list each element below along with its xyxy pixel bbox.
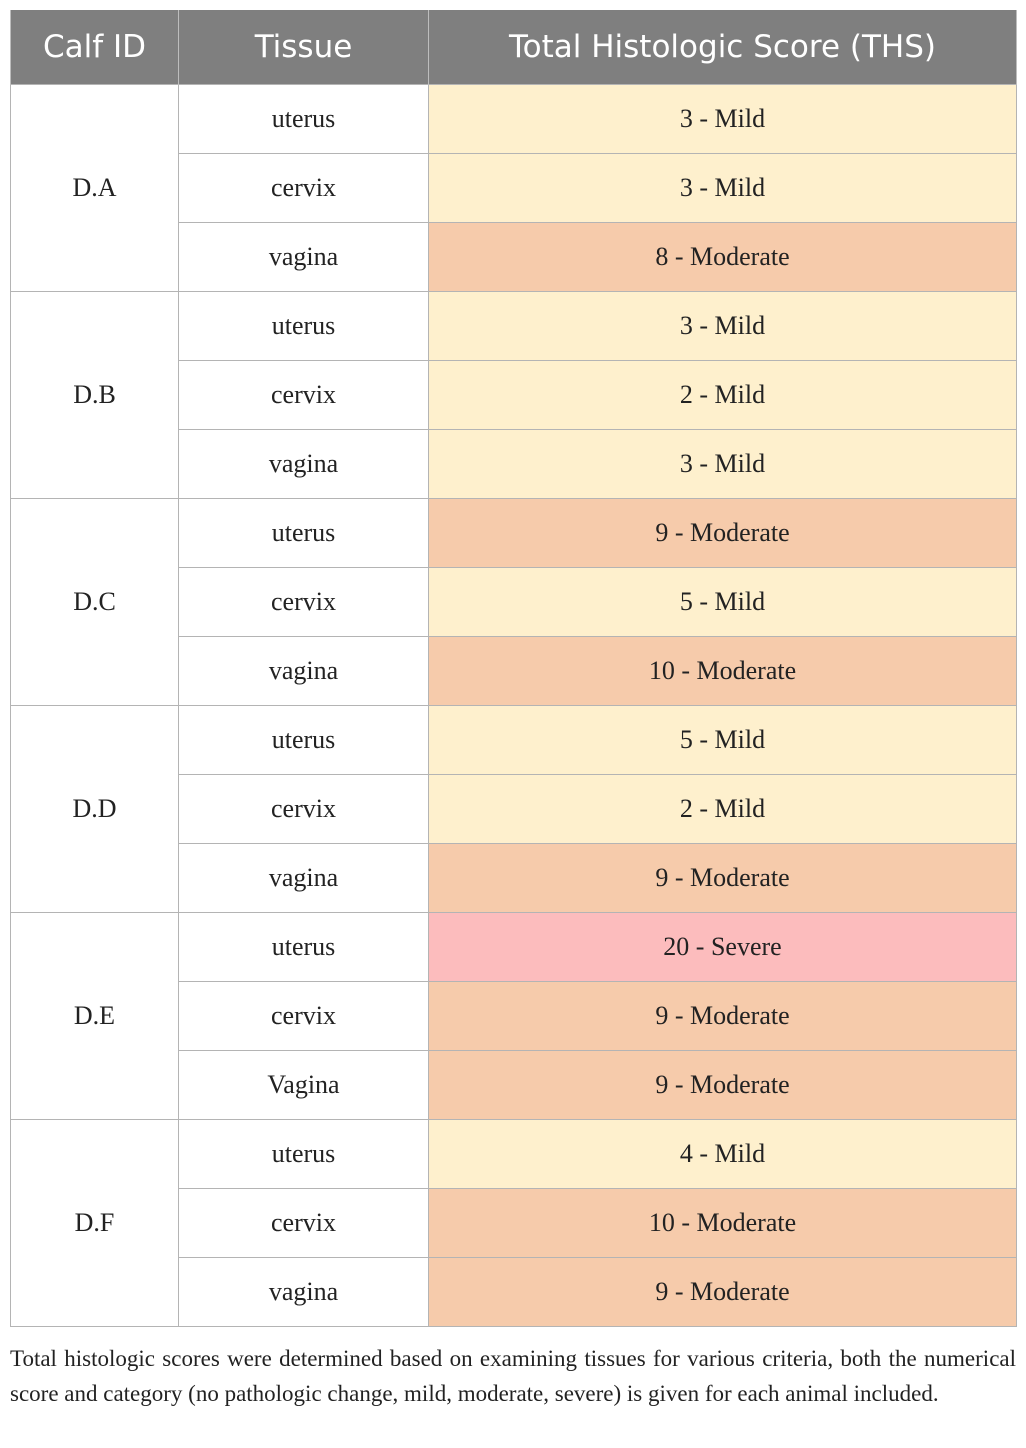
score-cell-moderate: 9 - Moderate [429, 1258, 1017, 1327]
tissue-cell: vagina [179, 1258, 429, 1327]
tissue-cell: vagina [179, 430, 429, 499]
tissue-cell: cervix [179, 1189, 429, 1258]
calf-id-cell: D.F [11, 1120, 179, 1327]
tissue-cell: uterus [179, 913, 429, 982]
calf-id-cell: D.E [11, 913, 179, 1120]
score-cell-mild: 5 - Mild [429, 568, 1017, 637]
tissue-cell: cervix [179, 154, 429, 223]
table-row [11, 1120, 1017, 1189]
table-row [11, 706, 1017, 775]
score-cell-mild: 3 - Mild [429, 85, 1017, 154]
header-ths: Total Histologic Score (THS) [429, 10, 1017, 85]
score-cell-moderate: 9 - Moderate [429, 982, 1017, 1051]
calf-id-cell: D.D [11, 706, 179, 913]
score-cell-mild: 2 - Mild [429, 775, 1017, 844]
tissue-cell: cervix [179, 982, 429, 1051]
score-cell-mild: 4 - Mild [429, 1120, 1017, 1189]
tissue-cell: uterus [179, 499, 429, 568]
tissue-cell: uterus [179, 706, 429, 775]
score-cell-mild: 5 - Mild [429, 706, 1017, 775]
score-cell-mild: 3 - Mild [429, 154, 1017, 223]
table-footnote: Total histologic scores were determined based on examining tissues for various criteria, both the numerical score and category (no pathologic change, mild, moderate, severe) is given for each animal included. [10, 1346, 1016, 1406]
score-cell-moderate: 10 - Moderate [429, 1189, 1017, 1258]
histologic-score-table [10, 10, 1017, 1327]
score-cell-moderate: 9 - Moderate [429, 844, 1017, 913]
tissue-cell: Vagina [179, 1051, 429, 1120]
score-cell-mild: 3 - Mild [429, 430, 1017, 499]
tissue-cell: cervix [179, 361, 429, 430]
score-cell-moderate: 9 - Moderate [429, 499, 1017, 568]
table-row [11, 913, 1017, 982]
tissue-cell: vagina [179, 223, 429, 292]
tissue-cell: cervix [179, 568, 429, 637]
header-tissue: Tissue [179, 10, 429, 85]
score-cell-moderate: 8 - Moderate [429, 223, 1017, 292]
calf-id-cell: D.B [11, 292, 179, 499]
tissue-cell: vagina [179, 844, 429, 913]
score-cell-moderate: 10 - Moderate [429, 637, 1017, 706]
table-container [10, 10, 1016, 1411]
tissue-cell: cervix [179, 775, 429, 844]
calf-id-cell: D.A [11, 85, 179, 292]
header-calf-id: Calf ID [11, 10, 179, 85]
score-cell-moderate: 9 - Moderate [429, 1051, 1017, 1120]
tissue-cell: uterus [179, 85, 429, 154]
header-row [11, 10, 1017, 85]
tissue-cell: uterus [179, 1120, 429, 1189]
table-row [11, 499, 1017, 568]
score-cell-severe: 20 - Severe [429, 913, 1017, 982]
table-body [11, 85, 1017, 1327]
tissue-cell: vagina [179, 637, 429, 706]
score-cell-mild: 3 - Mild [429, 292, 1017, 361]
calf-id-cell: D.C [11, 499, 179, 706]
tissue-cell: uterus [179, 292, 429, 361]
table-row [11, 85, 1017, 154]
score-cell-mild: 2 - Mild [429, 361, 1017, 430]
table-row [11, 292, 1017, 361]
